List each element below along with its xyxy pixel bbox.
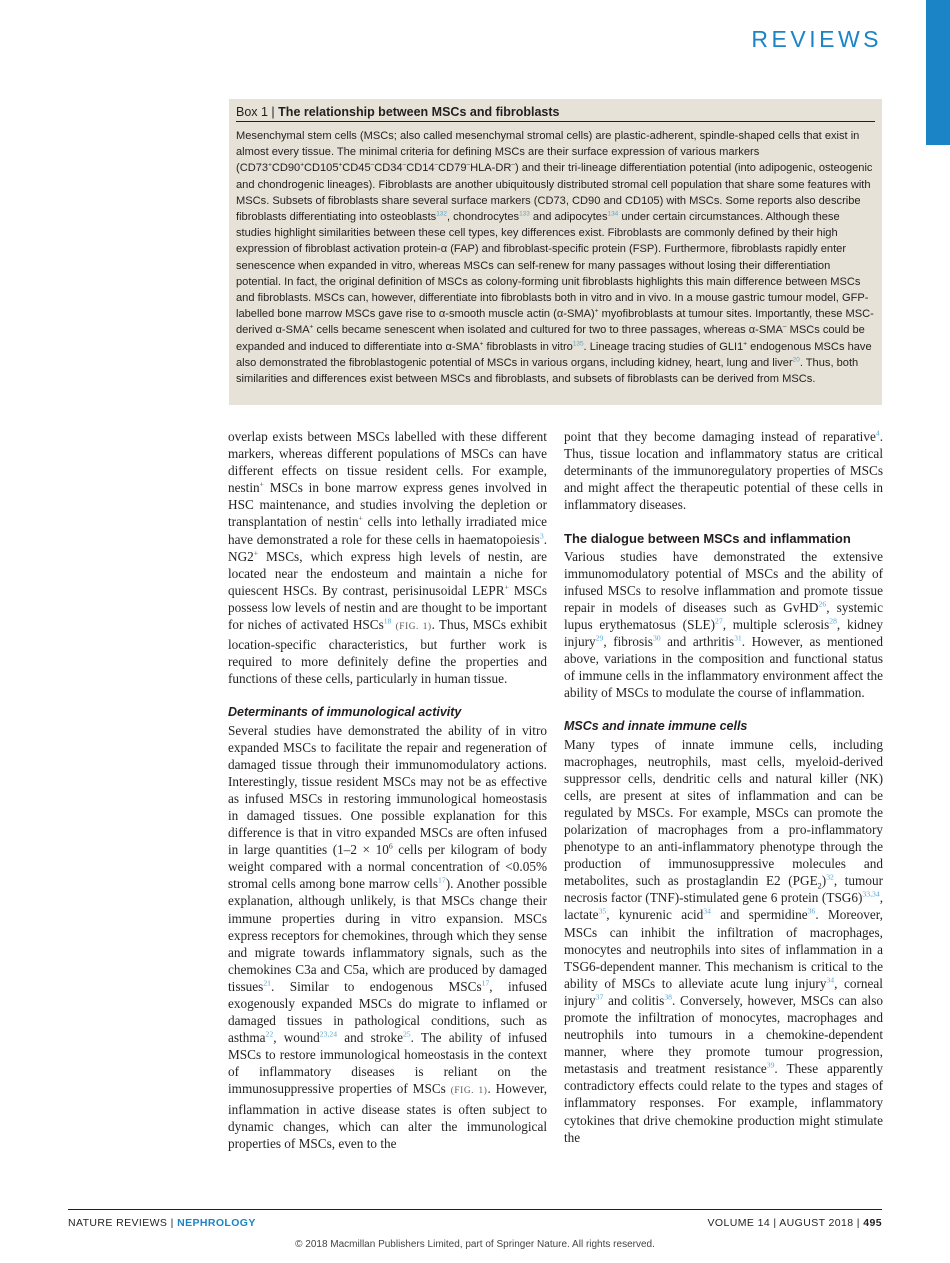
footer-issue	[708, 1217, 882, 1229]
superscript: –	[434, 161, 439, 169]
copyright-notice: © 2018 Macmillan Publishers Limited, part of Springer Nature. All rights reserved.	[295, 1239, 655, 1250]
citation-link[interactable]: 29	[595, 633, 604, 643]
citation-link[interactable]: 34	[703, 907, 711, 917]
superscript: 6	[388, 841, 393, 851]
superscript: +	[358, 514, 363, 524]
journal-name: NATURE REVIEWS |	[68, 1217, 178, 1229]
box-title: The relationship between MSCs and fibroblasts	[278, 105, 560, 119]
citation-link[interactable]: 4	[875, 428, 880, 438]
paragraph: Many types of innate immune cells, including macrophages, neutrophils, mast cells, myeloid-derived suppressor cells, dendritic cells and natural killer (NK) cells, are present at sites of inflammation and can be regulated by MSCs. For example, MSCs can promote the polarization of macrophages from a pro-inflammatory phenotype to an anti-inflammatory phenotype through the production of immunosuppressive molecules and metabolites, such as prostaglandin E2 $(PGE_2)^{32}$, tumour necrosis factor (TNF)-stimulated gene 6 protein (TSG6)$^{33,34}$, lactate$^{35}$, kynurenic acid$^{34}$ and spermidine$^{36}$. Moreover, MSCs can inhibit the infiltration of macrophages, monocytes and neutrophils into sites of inflammation in a TSG6-dependent manner. This mechanism is critical to the ability of MSCs to alleviate acute lung injury$^{34}$, corneal injury$^{37}$ and colitis$^{38}$. Conversely, however, MSCs can also promote the infiltration of monocytes, macrophages and neutrophils into tumours in a chemokine-dependent manner, where they promote tumour progression, metastasis and treatment resistance$^{39}$. These apparently contradictory effects could relate to the types and stages of inflammatory responses. For example, inflammatory cytokines that drive chemokine production might stimulate the	[564, 736, 884, 1145]
citation-link[interactable]: 132	[436, 210, 447, 218]
citation-link[interactable]: 133	[519, 210, 530, 218]
box-1	[229, 99, 882, 405]
superscript: +	[268, 161, 272, 169]
right-column	[564, 428, 883, 1146]
citation-link[interactable]: 38	[664, 992, 672, 1002]
superscript: –	[402, 161, 407, 169]
paragraph: Several studies have demonstrated the ability of in vitro expanded MSCs to facilitate the repair and regeneration of damaged tissue through their immunomodulatory actions. Interestingly, tissue resident MSCs may not be as effective as infused MSCs in restoring immunological homeostasis in damaged tissues. One possible explanation for this difference is that in vitro expanded MSCs are often infused in large quantities ($1-2 \times 10^6$ cells per kilogram of body weight compared with a normal concentration of <0.05% stromal cells among bone marrow cells$^{17}$). Another possible explanation, although unlikely, is that MSCs change their immune properties during in vitro expansion. MSCs express receptors for chemokines, through which they sense and migrate towards inflammatory signals, such as the chemokines C3a and C5a, which are produced by damaged tissues$^{21}$. Similar to endogenous MSCs$^{17}$, infused exogenously expanded MSCs do migrate to inflamed or damaged tissues in pathological conditions, such as asthma$^{22}$, wound$^{23,24}$ and stroke$^{25}$. The ability of infused MSCs to restore immunological homeostasis in the context of inflammatory diseases is reliant on the immunosuppressive properties of MSCs (FIG. 1). However, inflammation in active disease states is often subject to dynamic changes, which can alter the immunological properties of MSCs, even to the	[228, 722, 548, 1151]
superscript: +	[504, 582, 509, 592]
citation-link[interactable]: 33,34	[862, 889, 880, 899]
citation-link[interactable]: 27	[715, 616, 723, 626]
footer-divider	[68, 1209, 882, 1210]
left-column	[228, 428, 547, 1152]
superscript: +	[300, 161, 304, 169]
superscript: +	[253, 548, 259, 558]
page-number: 495	[863, 1217, 882, 1229]
paragraph: Various studies have demonstrated the extensive immunomodulatory potential of MSCs and the ability of infused MSCs to resolve inflammation and promote tissue repair in models of diseases such as GvHD$^{26}$, systemic lupus erythematosus (SLE)$^{27}$, multiple sclerosis$^{28}$, kidney injury$^{29}$, fibrosis$^{30}$ and arthritis$^{31}$. However, as mentioned above, variations in the composition and functional status of immune cells in the inflammatory environment affect the ability of MSCs to modulate the course of inflammation.	[564, 548, 884, 701]
superscript: +	[338, 161, 343, 169]
section-tab-marker	[926, 0, 950, 145]
journal-section: NEPHROLOGY	[177, 1217, 256, 1229]
footer-journal	[68, 1217, 256, 1229]
citation-link[interactable]: 39	[766, 1060, 775, 1070]
superscript: +	[743, 339, 748, 347]
citation-link[interactable]: 17	[438, 875, 446, 885]
citation-link[interactable]: 30	[652, 633, 661, 643]
citation-link[interactable]: 18	[383, 616, 392, 626]
citation-link[interactable]: 25	[402, 1029, 411, 1039]
paragraph: overlap exists between MSCs labelled with these different markers, whereas different populations of MSCs can have different effects on tissue resident cells. For example, nestin+ MSCs in bone marrow express genes involved in HSC maintenance, and studies involving the depletion or transplantation of nestin+ cells into lethally irradiated mice have demonstrated a role for these cells in haematopoiesis$^3$. NG2+ MSCs, which express high levels of nestin, are located near the endosteum and maintain a niche for quiescent HSCs. By contrast, perisinusoidal LEPR+ MSCs possess low levels of nestin and are thought to be important for niches of activated HSCs$^{18}$ (FIG. 1). Thus, MSCs exhibit location-specific characteristics, but further work is required to more definitely define the properties and functions of these cells, particularly in human tissue.	[228, 429, 547, 687]
figure-reference-link[interactable]: (FIG. 1)	[450, 1086, 488, 1097]
superscript: –	[466, 161, 471, 169]
citation-link[interactable]: 37	[595, 992, 604, 1002]
superscript: –	[370, 161, 375, 169]
citation-link[interactable]: 21	[263, 978, 272, 988]
citation-link[interactable]: 28	[829, 616, 837, 626]
citation-link[interactable]: 26	[818, 599, 827, 609]
citation-link[interactable]: 35	[598, 907, 607, 917]
citation-link[interactable]: 31	[734, 633, 742, 643]
citation-link[interactable]: 36	[807, 907, 816, 917]
section-heading: The dialogue between MSCs and inflammation	[564, 531, 851, 547]
box-header	[236, 105, 559, 120]
running-header: REVIEWS	[751, 26, 882, 52]
superscript: –	[782, 323, 787, 331]
figure-reference-link[interactable]: (FIG. 1)	[395, 622, 432, 633]
citation-link[interactable]: 23,24	[319, 1029, 338, 1039]
citation-link[interactable]: 20	[792, 356, 800, 364]
citation-link[interactable]: 17	[481, 978, 490, 988]
citation-link[interactable]: 22	[265, 1029, 274, 1039]
citation-link[interactable]: 135	[572, 339, 584, 347]
citation-link[interactable]: 34	[826, 975, 835, 985]
subsection-heading: Determinants of immunological activity	[228, 705, 462, 720]
subsection-heading: MSCs and innate immune cells	[564, 719, 748, 734]
subscript: 2	[817, 881, 822, 891]
superscript: +	[259, 479, 264, 489]
box-divider	[236, 121, 875, 122]
superscript: +	[594, 307, 599, 315]
superscript: –	[511, 161, 515, 169]
superscript: +	[479, 339, 484, 347]
paragraph: point that they become damaging instead of reparative$^4$. Thus, tissue location and inflammatory status are critical determinants of the immunoregulatory properties of MSCs and might affect the therapeutic potential of these cells in inflammatory diseases.	[564, 428, 883, 513]
superscript: +	[309, 323, 314, 331]
box-body: Mesenchymal stem cells (MSCs; also called mesenchymal stromal cells) are plastic-adherent, spindle-shaped cells that exist in almost every tissue. The minimal criteria for defining MSCs are their surface expression of various markers (CD73+CD90+CD105+CD45–CD34–CD14–CD79–HLA-DR–) and their tri-lineage differentiation potential (into adipogenic, osteogenic and chondrogenic lineages). Fibroblasts are another ubiquitously distributed stromal cell population that share some features with MSCs. Subsets of fibroblasts share several surface markers (CD73, CD90 and CD105) with MSCs. Some reports also describe fibroblasts differentiating into osteoblasts$^{132}$, chondrocytes$^{133}$ and adipocytes$^{134}$ under certain circumstances. Although these studies highlight similarities between these cell types, key differences exist. Fibroblasts are commonly defined by their high expression of fibroblast activation protein-α (FAP) and fibroblast-specific protein (FSP). Furthermore, fibroblasts rapidly enter senescence when expanded in vitro, whereas MSCs can self-renew for many passages without losing their differentiation potential. In fact, the original definition of MSCs as colony-forming unit fibroblasts highlights this main difference between MSCs and fibroblasts. MSCs can, however, differentiate into fibroblasts both in vitro and in vivo. In a mouse gastric tumour model, GFP-labelled bone marrow MSCs gave rise to α-smooth muscle actin (α-SMA)+ myofibroblasts at tumour sites. Importantly, these MSC-derived α-SMA+ cells became senescent when isolated and cultured for two to three passages, whereas α-SMA– MSCs could be expanded and induced to differentiate into α-SMA+ fibroblasts in vitro$^{135}$. Lineage tracing studies of GLI1+ endogenous MSCs have also demonstrated the fibroblastogenic potential of MSCs in various organs, including kidney, heart, lung and liver$^{20}$. Thus, both similarities and differences exist between MSCs and fibroblasts, and subsets of fibroblasts can be derived from MSCs.	[236, 130, 874, 386]
citation-link[interactable]: 3	[539, 531, 544, 541]
citation-link[interactable]: 134	[607, 210, 619, 218]
citation-link[interactable]: 32	[826, 872, 834, 882]
issue-info: VOLUME 14 | AUGUST 2018 |	[707, 1217, 864, 1229]
box-label: Box 1 |	[236, 105, 279, 119]
